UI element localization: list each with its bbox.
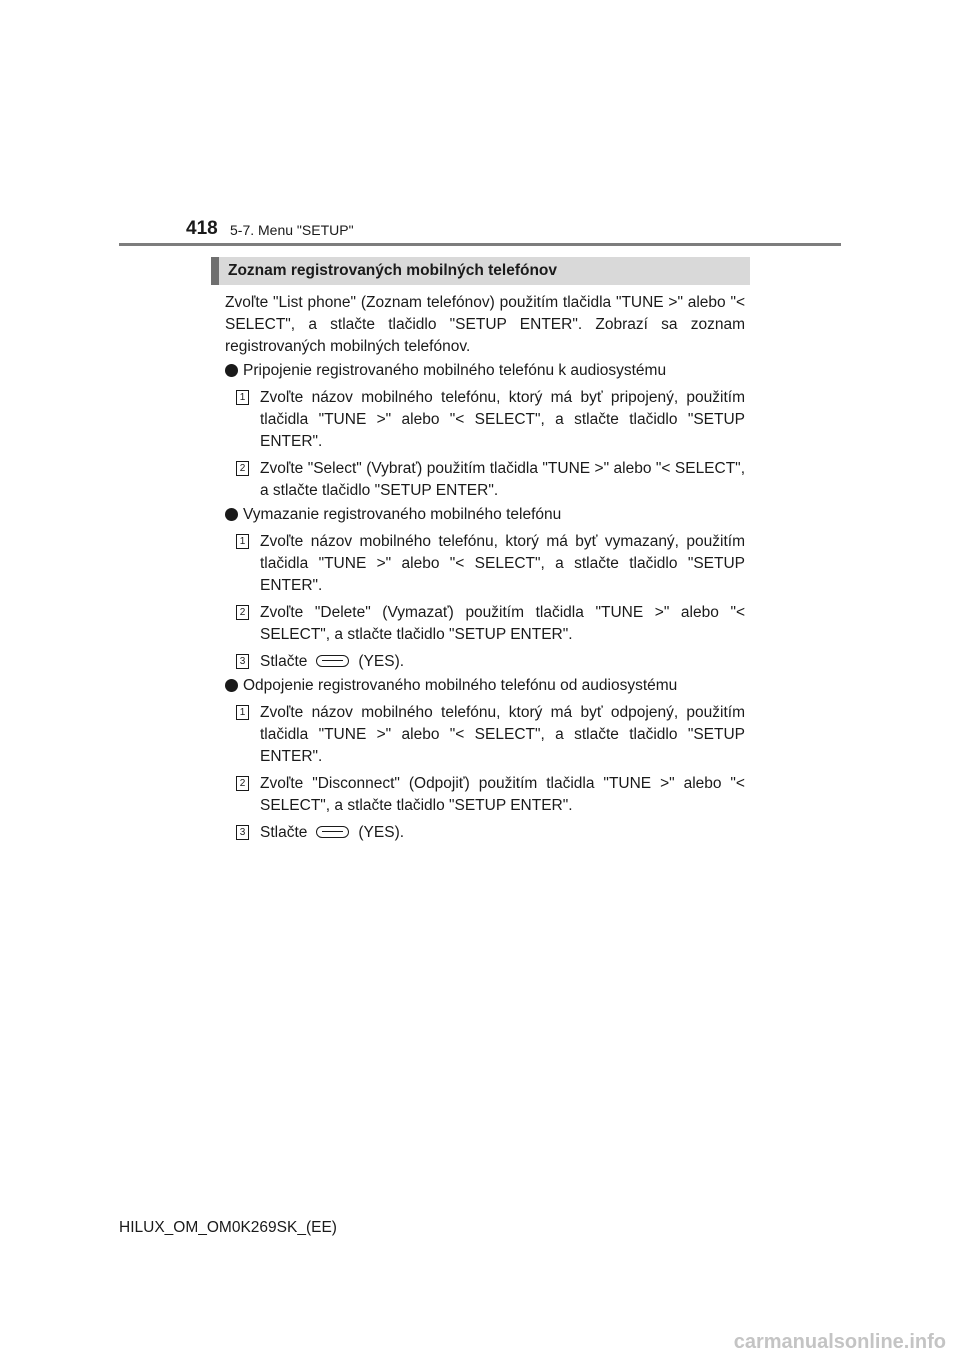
header-rule — [119, 243, 841, 246]
bullet-dot-icon — [225, 508, 238, 521]
footer-document-code: HILUX_OM_OM0K269SK_(EE) — [119, 1219, 337, 1236]
step — [225, 702, 745, 768]
bullet-title — [225, 504, 745, 526]
step-text: Zvoľte názov mobilného telefónu, ktorý má byť odpojený, použitím tlačidla "TUNE >" alebo "< SELECT", a stlačte tlačidlo "SETUP ENTER". — [260, 704, 745, 765]
bullet-title-text: Pripojenie registrovaného mobilného telefónu k audiosystému — [243, 362, 667, 379]
step-text-post: (YES). — [358, 824, 405, 841]
step-text: Zvoľte "Delete" (Vymazať) použitím tlačidla "TUNE >" alebo "< SELECT", a stlačte tlačidlo "SETUP ENTER". — [260, 604, 745, 643]
watermark: carmanualsonline.info — [733, 1331, 946, 1353]
bullet-dot-icon — [225, 364, 238, 377]
step-text-post: (YES). — [358, 653, 405, 670]
phone-button-icon — [316, 826, 349, 838]
step-text: Zvoľte "Select" (Vybrať) použitím tlačidla "TUNE >" alebo "< SELECT", a stlačte tlačidlo "SETUP ENTER". — [260, 460, 745, 499]
step-text: Zvoľte "Disconnect" (Odpojiť) použitím tlačidla "TUNE >" alebo "< SELECT", a stlačte tlačidlo "SETUP ENTER". — [260, 775, 745, 814]
bullet-block-disconnect — [225, 675, 745, 844]
step-text-pre: Stlačte — [260, 824, 308, 841]
bullet-title — [225, 360, 745, 382]
step-number-icon: 3 — [236, 825, 249, 840]
bullet-dot-icon — [225, 679, 238, 692]
phone-button-icon — [316, 655, 349, 667]
bullet-block-connect — [225, 360, 745, 502]
bullet-title-text: Vymazanie registrovaného mobilného telefónu — [243, 506, 562, 523]
bullet-title-text: Odpojenie registrovaného mobilného telefónu od audiosystému — [243, 677, 678, 694]
step-number-icon: 2 — [236, 776, 249, 791]
step-number-icon: 3 — [236, 654, 249, 669]
bullet-title — [225, 675, 745, 697]
section-reference: 5-7. Menu "SETUP" — [230, 222, 354, 238]
step — [225, 458, 745, 502]
step-text: Zvoľte názov mobilného telefónu, ktorý má byť vymazaný, použitím tlačidla "TUNE >" alebo "< SELECT", a stlačte tlačidlo "SETUP ENTER". — [260, 533, 745, 594]
content — [225, 292, 745, 844]
step-number-icon: 1 — [236, 390, 249, 405]
step — [225, 651, 745, 673]
step-text-pre: Stlačte — [260, 653, 308, 670]
step-number-icon: 1 — [236, 705, 249, 720]
step-number-icon: 2 — [236, 461, 249, 476]
step-number-icon: 2 — [236, 605, 249, 620]
step — [225, 822, 745, 844]
section-title: Zoznam registrovaných mobilných telefónov — [211, 257, 750, 285]
step-text: Zvoľte názov mobilného telefónu, ktorý má byť pripojený, použitím tlačidla "TUNE >" alebo "< SELECT", a stlačte tlačidlo "SETUP ENTER". — [260, 389, 745, 450]
step — [225, 387, 745, 453]
intro-paragraph: Zvoľte "List phone" (Zoznam telefónov) použitím tlačidla "TUNE >" alebo "< SELECT", a stlačte tlačidlo "SETUP ENTER". Zobrazí sa zoznam registrovaných mobilných telefónov. — [225, 294, 745, 355]
step — [225, 531, 745, 597]
step-number-icon: 1 — [236, 534, 249, 549]
bullet-block-delete — [225, 504, 745, 673]
page-number: 418 — [186, 218, 218, 239]
step — [225, 773, 745, 817]
step — [225, 602, 745, 646]
